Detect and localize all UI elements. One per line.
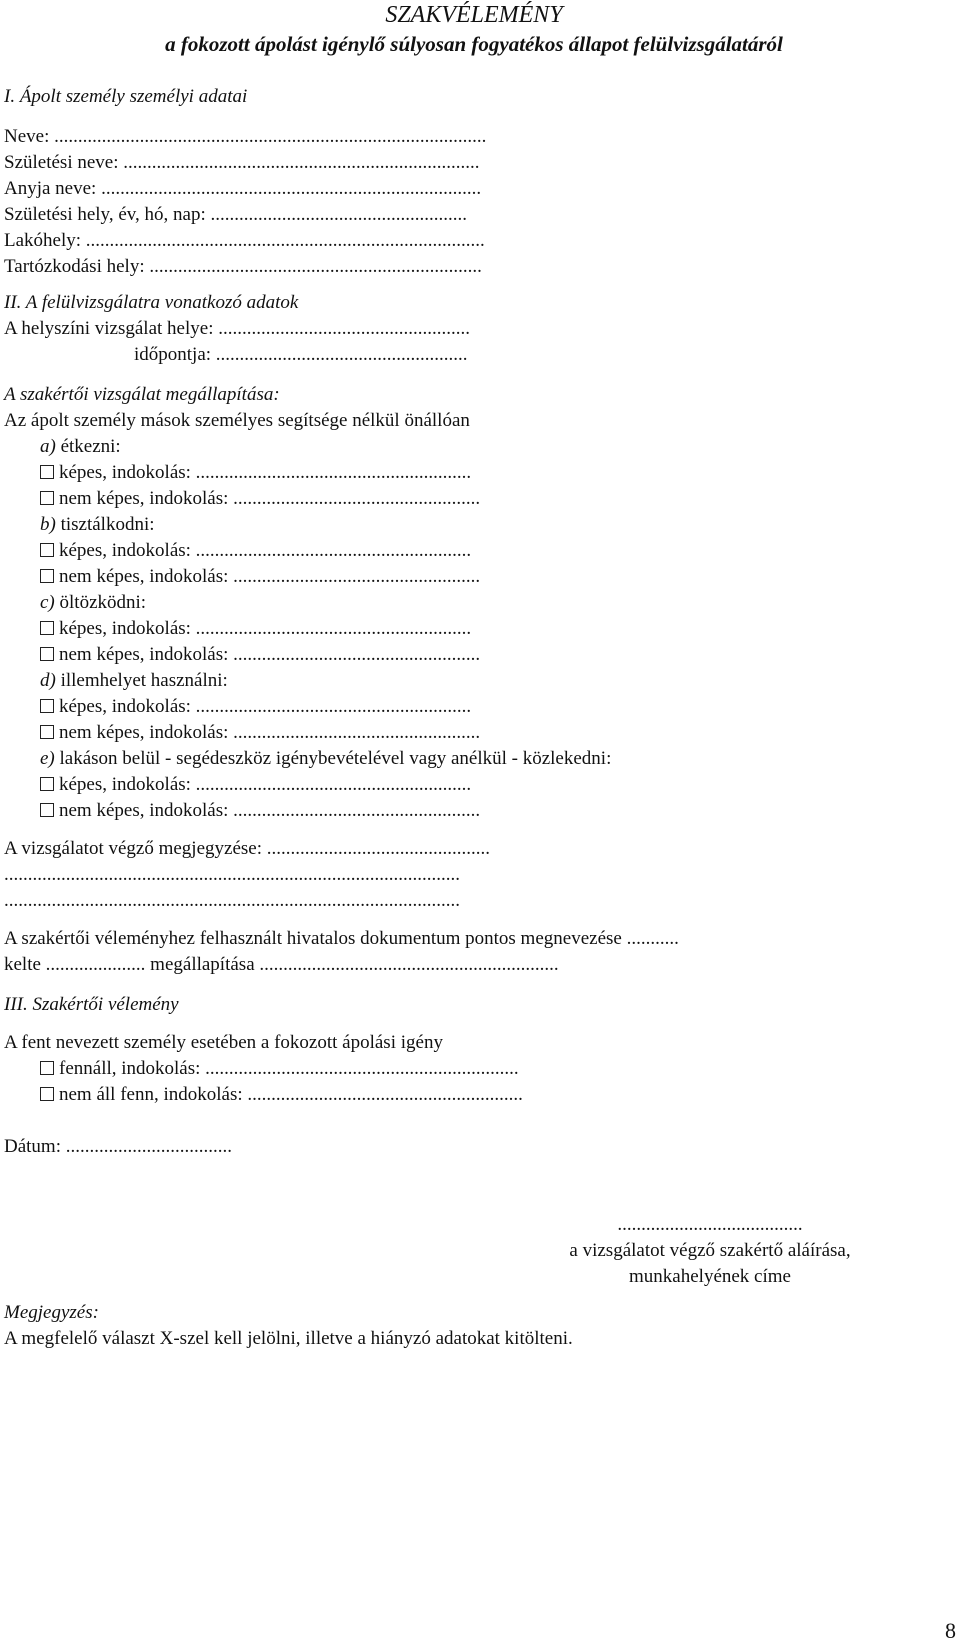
item-letter: a) [40,436,56,457]
item-text: tisztálkodni: [55,514,155,535]
option-label: nem képes, indokolás: .................................................... [59,566,481,587]
item-eating [4,434,944,460]
option-capable [4,460,944,486]
section1-heading: I. Ápolt személy személyi adatai [4,86,248,107]
item-text: étkezni: [55,436,121,457]
field-birth-place-date: Születési hely, év, hó, nap: ...................................................... [4,204,467,225]
option-label: nem képes, indokolás: .................................................... [59,800,481,821]
capable-checkbox[interactable] [40,621,54,635]
date-field: Dátum: ................................... [4,1136,232,1157]
examiner-note-line: ................................................................................................ [4,890,460,911]
option-capable [4,616,944,642]
field-birth-name: Születési neve: ........................................................................... [4,152,480,173]
item-dressing [4,590,944,616]
item-letter: b) [40,514,56,535]
option-label: képes, indokolás: .......................................................... [59,462,472,483]
official-document-line: A szakértői véleményhez felhasznált hivatalos dokumentum pontos megnevezése ........... [4,928,679,949]
option-not-capable [4,486,944,512]
field-stay-place: Tartózkodási hely: ...................................................................... [4,256,482,277]
option-not-capable [4,798,944,824]
option-capable [4,694,944,720]
examiner-note-line: ................................................................................................ [4,864,460,885]
option-applies [4,1056,944,1082]
option-not-applies [4,1082,944,1108]
option-not-capable [4,720,944,746]
option-label: képes, indokolás: .......................................................... [59,540,472,561]
finding-intro: Az ápolt személy mások személyes segítsége nélkül önállóan [4,410,470,431]
item-text: lakáson belül - segédeszköz igénybevételével vagy anélkül - közlekedni: [54,748,612,769]
field-name: Neve: ........................................................................................... [4,126,487,147]
not-applies-checkbox[interactable] [40,1087,54,1101]
not-capable-checkbox[interactable] [40,725,54,739]
option-capable [4,538,944,564]
field-mother-name: Anyja neve: ................................................................................ [4,178,482,199]
examiner-note: A vizsgálatot végző megjegyzése: ............................................... [4,838,490,859]
remark-block [4,1300,944,1352]
option-label: nem áll fenn, indokolás: .......................................................... [59,1084,523,1105]
option-not-capable [4,642,944,668]
document-date-line: kelte ..................... megállapítása ............................................................... [4,954,559,975]
page-number: 8 [945,1618,956,1643]
finding-heading: A szakértői vizsgálat megállapítása: [4,384,280,405]
capable-checkbox[interactable] [40,777,54,791]
document-page [4,0,944,1160]
field-exam-time: időpontja: ..................................................... [134,344,468,365]
signature-block [540,1212,880,1290]
not-capable-checkbox[interactable] [40,569,54,583]
item-letter: e) [40,748,55,769]
option-label: nem képes, indokolás: .................................................... [59,488,481,509]
opinion-intro: A fent nevezett személy esetében a fokozott ápolási igény [4,1032,443,1053]
capable-checkbox[interactable] [40,465,54,479]
section2-heading: II. A felülvizsgálatra vonatkozó adatok [4,292,299,313]
option-capable [4,772,944,798]
item-text: illemhelyet használni: [55,670,228,691]
section3-heading: III. Szakértői vélemény [4,994,179,1015]
item-washing [4,512,944,538]
item-letter: c) [40,592,55,613]
option-label: nem képes, indokolás: .................................................... [59,722,481,743]
signature-caption: a vizsgálatot végző szakértő aláírása, [569,1240,851,1261]
item-letter: d) [40,670,56,691]
option-label: képes, indokolás: .......................................................... [59,774,472,795]
not-capable-checkbox[interactable] [40,491,54,505]
title-block [4,0,944,58]
item-moving [4,746,944,772]
capable-checkbox[interactable] [40,699,54,713]
option-label: képes, indokolás: .......................................................... [59,696,472,717]
not-capable-checkbox[interactable] [40,647,54,661]
item-text: öltözködni: [54,592,147,613]
remark-heading: Megjegyzés: [4,1302,99,1323]
item-toilet [4,668,944,694]
capable-checkbox[interactable] [40,543,54,557]
signature-caption-address: munkahelyének címe [629,1266,791,1287]
field-exam-place: A helyszíni vizsgálat helye: ..................................................... [4,318,470,339]
document-title: SZAKVÉLEMÉNY [385,2,563,28]
signature-line: ....................................... [617,1214,803,1235]
option-label: képes, indokolás: .......................................................... [59,618,472,639]
option-not-capable [4,564,944,590]
option-label: fennáll, indokolás: .................................................................. [59,1058,519,1079]
applies-checkbox[interactable] [40,1061,54,1075]
field-residence: Lakóhely: .................................................................................... [4,230,485,251]
document-subtitle: a fokozott ápolást igénylő súlyosan fogyatékos állapot felülvizsgálatáról [165,32,783,56]
option-label: nem képes, indokolás: .................................................... [59,644,481,665]
not-capable-checkbox[interactable] [40,803,54,817]
remark-text: A megfelelő választ X-szel kell jelölni, illetve a hiányzó adatokat kitölteni. [4,1328,573,1349]
